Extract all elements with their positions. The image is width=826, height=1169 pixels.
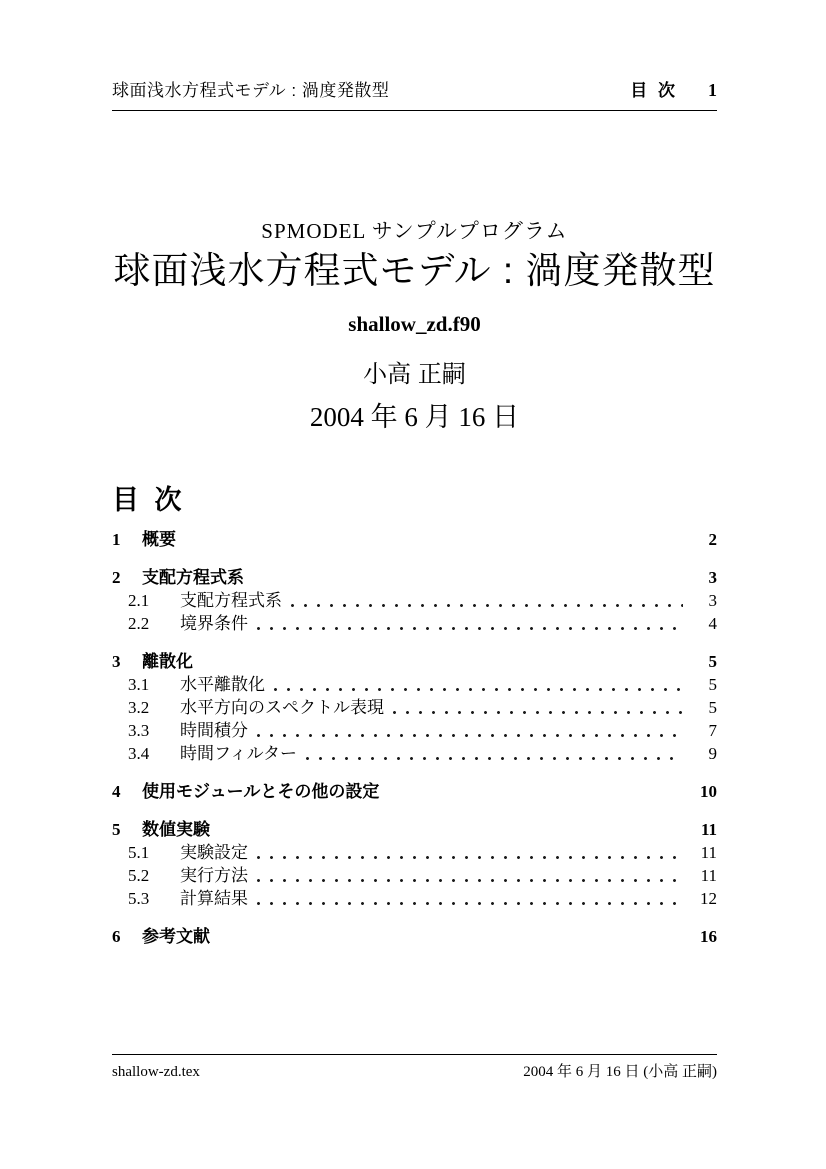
toc-entry-title: 支配方程式系 (180, 591, 282, 610)
document-date: 2004 年 6 月 16 日 (309, 402, 520, 432)
toc-leader-dots (392, 710, 683, 715)
toc-entry (112, 864, 717, 887)
header-page-number: 1 (708, 80, 717, 100)
toc-entry-page: 5 (708, 652, 717, 671)
toc-entry (112, 780, 717, 803)
toc-entry-title: 参考文献 (142, 927, 210, 946)
toc-leader-dots (305, 756, 683, 761)
toc-entry-number: 3.2 (128, 698, 150, 717)
header-section-label: 目 次 (630, 81, 678, 100)
toc-entry-number: 2 (112, 568, 121, 587)
toc-entry (112, 589, 717, 612)
toc-entry (112, 528, 717, 551)
toc-leader-dots (256, 878, 683, 883)
toc-entry-title: 水平方向のスペクトル表現 (180, 698, 384, 717)
table-of-contents (112, 528, 717, 948)
toc-entry-page: 11 (700, 866, 717, 885)
toc-entry-page: 11 (700, 843, 717, 862)
toc-entry-title: 水平離散化 (180, 675, 265, 694)
document-author: 小高 正嗣 (363, 361, 466, 388)
toc-entry-title: 支配方程式系 (142, 568, 244, 587)
toc-entry (112, 925, 717, 948)
page-footer (112, 1054, 717, 1081)
document-subtitle-filename: shallow_zd.f90 (348, 312, 481, 336)
toc-entry-title: 実験設定 (180, 843, 248, 862)
footer-date-author: 2004 年 6 月 16 日 (小高 正嗣) (523, 1064, 717, 1080)
toc-entry (112, 650, 717, 673)
toc-entry-number: 1 (112, 530, 121, 549)
toc-entry-title: 時間フィルター (180, 744, 297, 763)
toc-entry-number: 3.4 (128, 744, 150, 763)
toc-entry-page: 11 (700, 820, 717, 839)
toc-entry-number: 5.1 (128, 843, 150, 862)
toc-entry (112, 719, 717, 742)
toc-entry-page: 7 (708, 721, 717, 740)
toc-entry-title: 数値実験 (142, 820, 210, 839)
toc-heading: 目 次 (112, 485, 186, 515)
toc-entry-number: 5.3 (128, 889, 150, 908)
toc-entry-page: 5 (708, 675, 717, 694)
toc-entry-title: 境界条件 (180, 614, 248, 633)
toc-entry-number: 2.1 (128, 591, 150, 610)
toc-entry (112, 841, 717, 864)
toc-leader-dots (256, 901, 683, 906)
toc-leader-dots (256, 626, 683, 631)
footer-filename: shallow-zd.tex (112, 1064, 200, 1080)
toc-entry-page: 16 (700, 927, 717, 946)
toc-entry-number: 5 (112, 820, 121, 839)
toc-entry-title: 使用モジュールとその他の設定 (142, 782, 380, 801)
toc-entry-page: 5 (708, 698, 717, 717)
toc-entry-number: 3.3 (128, 721, 150, 740)
toc-entry (112, 696, 717, 719)
document-title: 球面浅水方程式モデル : 渦度発散型 (113, 250, 716, 291)
toc-entry-number: 3.1 (128, 675, 150, 694)
toc-entry-page: 10 (700, 782, 717, 801)
toc-entry-page: 2 (708, 530, 717, 549)
toc-entry-page: 3 (708, 591, 717, 610)
toc-entry-title: 離散化 (142, 652, 193, 671)
header-document-title: 球面浅水方程式モデル : 渦度発散型 (112, 81, 390, 100)
toc-entry-page: 3 (708, 568, 717, 587)
toc-leader-dots (273, 687, 683, 692)
toc-entry-number: 3 (112, 652, 121, 671)
page-header (112, 76, 717, 111)
toc-entry (112, 612, 717, 635)
toc-entry-title: 概要 (142, 530, 176, 549)
toc-entry (112, 673, 717, 696)
toc-entry-number: 5.2 (128, 866, 150, 885)
toc-entry-page: 9 (708, 744, 717, 763)
toc-entry-number: 4 (112, 782, 121, 801)
toc-entry-number: 6 (112, 927, 121, 946)
toc-entry-number: 2.2 (128, 614, 150, 633)
toc-leader-dots (256, 733, 683, 738)
toc-entry-title: 実行方法 (180, 866, 248, 885)
toc-entry (112, 818, 717, 841)
toc-entry (112, 742, 717, 765)
toc-entry-page: 12 (700, 889, 717, 908)
toc-entry-page: 4 (708, 614, 717, 633)
toc-entry (112, 887, 717, 910)
toc-leader-dots (256, 855, 683, 860)
toc-leader-dots (290, 603, 683, 608)
toc-entry-title: 時間積分 (180, 721, 248, 740)
toc-entry (112, 566, 717, 589)
document-supertitle: SPMODEL サンプルプログラム (261, 219, 568, 243)
toc-entry-title: 計算結果 (180, 889, 248, 908)
